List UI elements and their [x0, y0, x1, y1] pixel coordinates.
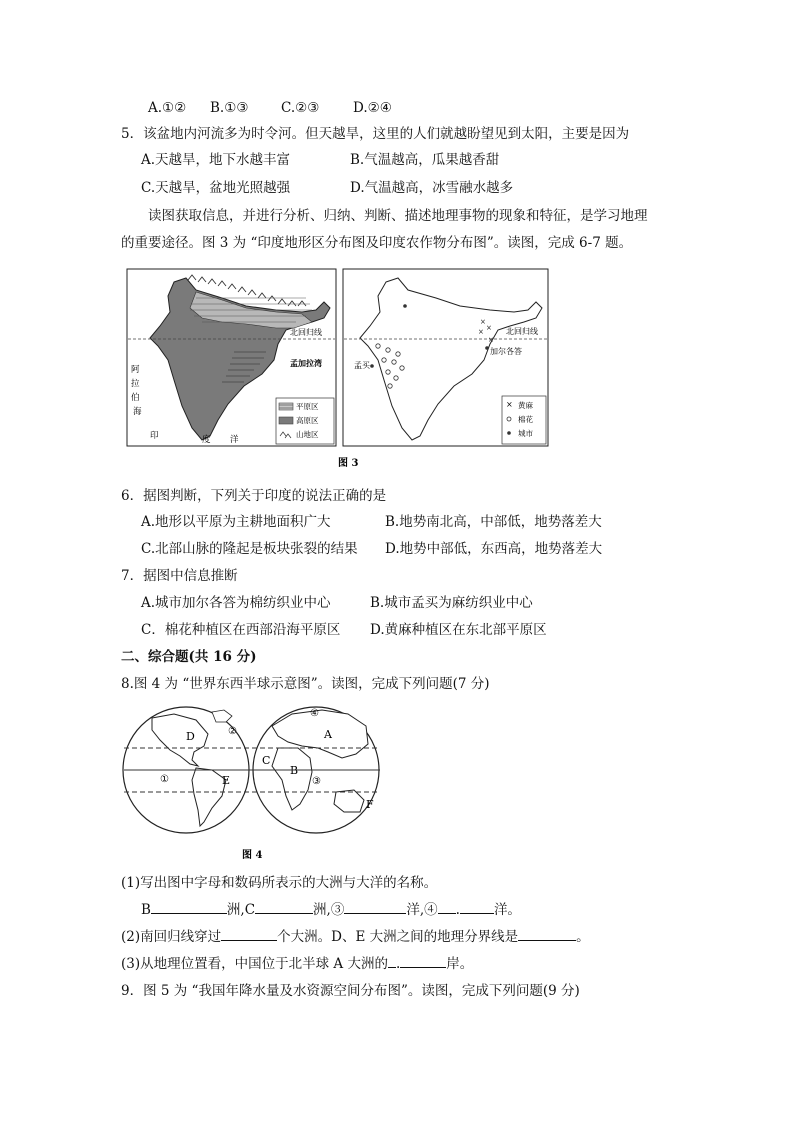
- figure-4-caption: 图 4: [242, 850, 263, 861]
- q5-stem: 5．该盆地内河流多为时令河。但天越旱，这里的人们就越盼望见到太阳，主要是因为: [121, 126, 630, 142]
- q5-option-a: A.天越旱，地下水越丰富: [141, 152, 291, 168]
- blank-coast-b[interactable]: [400, 955, 446, 968]
- tropic-label-left: 北回归线: [290, 328, 322, 337]
- city-mumbai-label: 孟买: [354, 361, 370, 370]
- label-1: ①: [160, 774, 169, 785]
- indian-ocean-char-2: 度: [202, 435, 211, 445]
- city-kolkata-label: 加尔各答: [490, 347, 522, 356]
- svg-text:×: ×: [506, 400, 513, 409]
- blank-4b[interactable]: [460, 901, 494, 914]
- q7-option-d: D.黄麻种植区在东北部平原区: [370, 622, 547, 638]
- q5-option-d: D.气温越高，冰雪融水越多: [350, 180, 514, 196]
- label-3: ③: [312, 776, 321, 787]
- arabian-sea-char-1: 阿: [131, 365, 140, 375]
- label-4: ④: [310, 708, 319, 719]
- q8-blanks-line: [141, 901, 521, 919]
- arabian-sea-char-4: 海: [133, 407, 142, 417]
- q7-option-c: C．棉花种植区在西部沿海平原区: [141, 622, 341, 638]
- q8-part-1: (1)写出图中字母和数码所表示的大洲与大洋的名称。: [121, 875, 438, 891]
- q7-option-a: A.城市加尔各答为棉纺织业中心: [141, 595, 331, 611]
- q5-option-c: C.天越旱，盆地光照越强: [141, 180, 291, 196]
- section-2-heading: 二、综合题(共 16 分): [121, 649, 257, 665]
- intro-line-2: 的重要途径。图 3 为 “印度地形区分布图及印度农作物分布图”。读图，完成 6-7 题。: [121, 235, 633, 251]
- q8-part-2-text-b: 个大洲。D、E 大洲之间的地理分界线是: [277, 929, 519, 945]
- q6-option-c: C.北部山脉的隆起是板块张裂的结果: [141, 541, 358, 557]
- figure-4: [122, 700, 387, 865]
- blank-coast-dot: .: [395, 956, 401, 972]
- label-b: B: [290, 764, 299, 777]
- q6-option-b: B.地势南北高，中部低，地势落差大: [385, 514, 602, 530]
- blank-c-label: 洲,C: [226, 902, 256, 918]
- figure-3-caption: 图 3: [338, 458, 359, 469]
- q4-option-d: D.②④: [353, 100, 392, 116]
- svg-text:×: ×: [480, 318, 486, 326]
- blank-tropic-continents[interactable]: [221, 928, 277, 941]
- q6-option-a: A.地形以平原为主耕地面积广大: [141, 514, 331, 530]
- q4-option-b: B.①③: [210, 100, 249, 116]
- india-crop-map: [343, 269, 548, 446]
- blank-4-label: 洋,④: [406, 902, 438, 918]
- arabian-sea-char-3: 伯: [131, 393, 140, 403]
- q8-stem: 8.图 4 为 “世界东西半球示意图”。读图，完成下列问题(7 分): [121, 676, 490, 692]
- svg-text:×: ×: [486, 324, 492, 332]
- blank-3[interactable]: [344, 901, 406, 914]
- blank-c[interactable]: [255, 901, 313, 914]
- blank-coast-a[interactable]: [388, 955, 396, 968]
- q9-stem: 9．图 5 为 “我国年降水量及水资源空间分布图”。读图，完成下列问题(9 分): [121, 983, 580, 999]
- q7-stem: 7．据图中信息推断: [121, 568, 238, 584]
- legend-plateau: 高原区: [296, 416, 319, 425]
- arabian-sea-char-2: 拉: [131, 379, 140, 389]
- q4-option-c: C.②③: [281, 100, 320, 116]
- blank-3-label: 洲,③: [313, 902, 345, 918]
- blank-b-label: B: [141, 902, 151, 918]
- blank-boundary[interactable]: [518, 928, 576, 941]
- legend-cotton: 棉花: [518, 415, 533, 424]
- svg-text:×: ×: [488, 336, 494, 344]
- legend-jute: 黄麻: [518, 401, 533, 410]
- label-2: ②: [228, 726, 237, 737]
- blank-b[interactable]: [151, 901, 227, 914]
- q7-option-b: B.城市孟买为麻纺织业中心: [370, 595, 533, 611]
- legend-city: 城市: [518, 429, 533, 438]
- intro-line-1: 读图获取信息，并进行分析、归纳、判断、描述地理事物的现象和特征，是学习地理: [148, 208, 648, 224]
- q5-option-b: B.气温越高，瓜果越香甜: [350, 152, 500, 168]
- blank-4-dot: .: [455, 902, 460, 918]
- label-a: A: [324, 728, 332, 741]
- legend-plain: 平原区: [296, 402, 319, 411]
- q8-part-3-text-b: 岸。: [446, 956, 474, 972]
- legend-mountain: 山地区: [296, 430, 319, 439]
- figure-3: [126, 268, 550, 473]
- label-c: C: [262, 754, 271, 767]
- bay-of-bengal-label: 孟加拉湾: [290, 358, 322, 368]
- q4-option-a: A.①②: [148, 100, 187, 116]
- tropic-label-right: 北回归线: [506, 327, 538, 336]
- q8-part-3-text-a: (3)从地理位置看，中国位于北半球 A 大洲的: [121, 956, 388, 972]
- label-d: D: [186, 730, 195, 743]
- q8-part-3: [121, 955, 473, 973]
- label-e: E: [222, 774, 231, 787]
- q6-option-d: D.地势中部低，东西高，地势落差大: [385, 541, 603, 557]
- q8-part-2-text-c: 。: [576, 929, 590, 945]
- label-f: F: [366, 798, 374, 811]
- blank-4-suffix: 洋。: [493, 902, 521, 918]
- q8-part-2-text-a: (2)南回归线穿过: [121, 929, 222, 945]
- q8-part-2: [121, 928, 590, 946]
- q6-stem: 6．据图判断，下列关于印度的说法正确的是: [121, 488, 387, 504]
- india-terrain-map: [127, 269, 336, 446]
- indian-ocean-char-1: 印: [150, 431, 159, 441]
- svg-text:×: ×: [478, 328, 484, 336]
- indian-ocean-char-3: 洋: [230, 435, 239, 445]
- blank-4a[interactable]: [438, 901, 456, 914]
